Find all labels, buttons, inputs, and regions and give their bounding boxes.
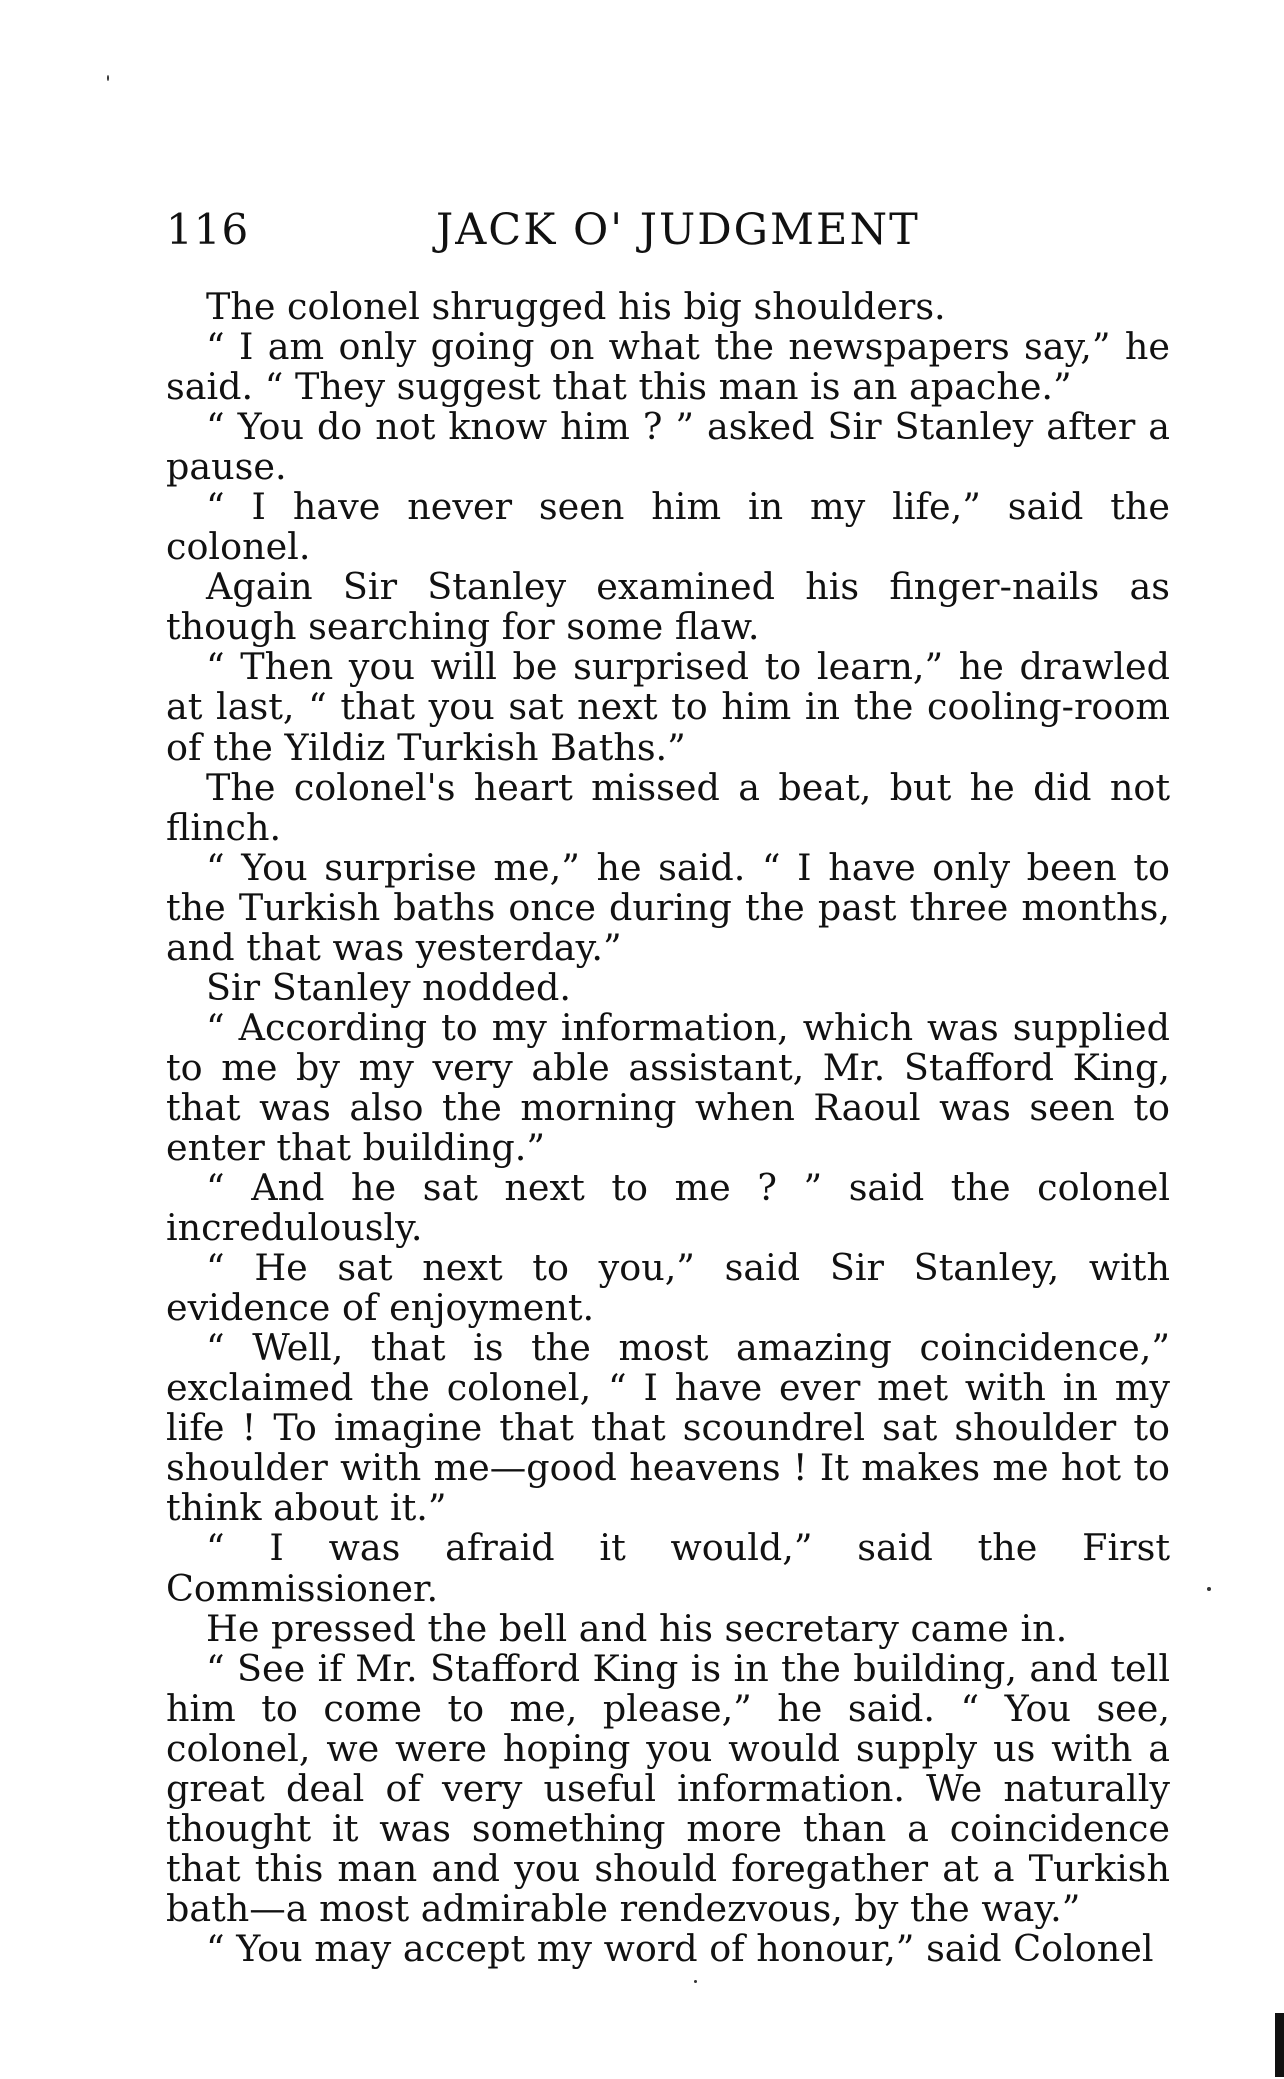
scan-speck bbox=[107, 75, 109, 81]
paragraph: “ You surprise me,” he said. “ I have only been to the Turkish baths once during the past three months, and that was yesterday.” bbox=[166, 845, 1170, 969]
paragraph: “ You may accept my word of honour,” said Colonel bbox=[206, 1926, 1154, 1970]
paragraph: “ According to my information, which was supplied to me by my very able assistant, Mr. Stafford King, that was also the morning when Raoul was seen to enter that building.” bbox=[166, 1005, 1170, 1169]
paragraph: “ You do not know him ? ” asked Sir Stanley after a pause. bbox=[166, 405, 1170, 489]
paragraph: “ I was afraid it would,” said the First Commissioner. bbox=[166, 1526, 1170, 1610]
paragraph: Sir Stanley nodded. bbox=[206, 965, 571, 1009]
paragraph: “ Then you will be surprised to learn,” he drawled at last, “ that you sat next to him in the cooling-room of the Yildiz Turkish Baths.” bbox=[166, 645, 1170, 769]
paragraph: “ I have never seen him in my life,” said the colonel. bbox=[166, 485, 1170, 569]
paragraph: “ Well, that is the most amazing coincidence,” exclaimed the colonel, “ I have ever met with in my life ! To imagine that that scoundrel sat shoulder to shoulder with me—good heavens ! It makes me hot to think about it.” bbox=[166, 1326, 1170, 1530]
paragraph: “ See if Mr. Stafford King is in the building, and tell him to come to me, please,” he said. “ You see, colonel, we were hoping you would supply us with a great deal of very useful information. We naturally thought it was something more than a coincidence that this man and you should foregather at a Turkish bath—a most admirable rendezvous, by the way.” bbox=[166, 1646, 1170, 1930]
paragraph: Again Sir Stanley examined his finger-nails as though searching for some flaw. bbox=[166, 565, 1170, 649]
paragraph: “ And he sat next to me ? ” said the colonel incredulously. bbox=[166, 1166, 1170, 1250]
paragraph: The colonel's heart missed a beat, but he did not flinch. bbox=[166, 765, 1170, 849]
scan-speck bbox=[1207, 1587, 1211, 1591]
page-number: 116 bbox=[166, 205, 250, 254]
paragraph: The colonel shrugged his big shoulders. bbox=[206, 285, 946, 328]
body-text bbox=[166, 287, 1170, 1969]
paragraph: “ I am only going on what the newspapers say,” he said. “ They suggest that this man is an apache.” bbox=[166, 325, 1170, 409]
running-head bbox=[166, 200, 1170, 260]
scan-speck bbox=[694, 1980, 697, 1983]
book-title: JACK O' JUDGMENT bbox=[436, 205, 920, 255]
paragraph: “ He sat next to you,” said Sir Stanley, with evidence of enjoyment. bbox=[166, 1246, 1170, 1330]
paragraph: He pressed the bell and his secretary came in. bbox=[206, 1606, 1068, 1650]
scan-edge-mark bbox=[1275, 2013, 1284, 2077]
